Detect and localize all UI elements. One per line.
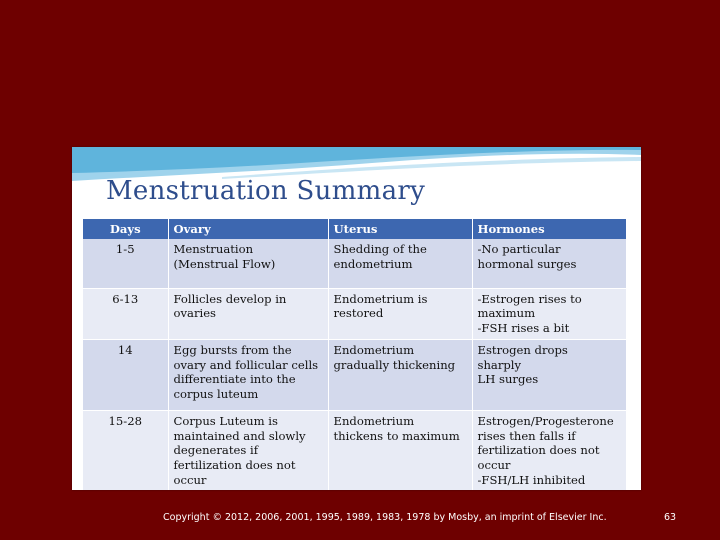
cell-uterus: Endometrium gradually thickening (328, 340, 472, 411)
cell-ovary: Corpus Luteum is maintained and slowly degenerates if fertilization does not occur (168, 411, 328, 490)
cell-days: 15-28 (83, 411, 168, 490)
cell-hormones: -Estrogen rises to maximum -FSH rises a bit (472, 288, 627, 340)
page-number: 63 (664, 512, 677, 523)
cell-uterus: Endometrium is restored (328, 288, 472, 340)
table-header-row (83, 219, 627, 239)
table-row (83, 288, 627, 340)
cell-hormones: Estrogen drops sharply LH surges (472, 340, 627, 411)
cell-hormones: Estrogen/Progesterone rises then falls if fertilization does not occur -FSH/LH inhibited (472, 411, 627, 490)
cell-uterus: Endometrium thickens to maximum (328, 411, 472, 490)
menstruation-summary-table (83, 219, 627, 490)
header-hormones: Hormones (472, 219, 627, 239)
header-ovary: Ovary (168, 219, 328, 239)
cell-uterus: Shedding of the endometrium (328, 239, 472, 288)
header-uterus: Uterus (328, 219, 472, 239)
slide-title: Menstruation Summary (106, 176, 426, 206)
table-row (83, 411, 627, 490)
cell-ovary: Follicles develop in ovaries (168, 288, 328, 340)
cell-ovary: Menstruation (Menstrual Flow) (168, 239, 328, 288)
header-days: Days (83, 219, 168, 239)
cell-days: 1-5 (83, 239, 168, 288)
cell-hormones: -No particular hormonal surges (472, 239, 627, 288)
copyright-notice: Copyright © 2012, 2006, 2001, 1995, 1989, 1983, 1978 by Mosby, an imprint of Elsevier Inc. (163, 512, 607, 523)
slide-image (72, 147, 641, 490)
cell-ovary: Egg bursts from the ovary and follicular cells differentiate into the corpus luteum (168, 340, 328, 411)
table-row (83, 239, 627, 288)
cell-days: 14 (83, 340, 168, 411)
table-row (83, 340, 627, 411)
cell-days: 6-13 (83, 288, 168, 340)
